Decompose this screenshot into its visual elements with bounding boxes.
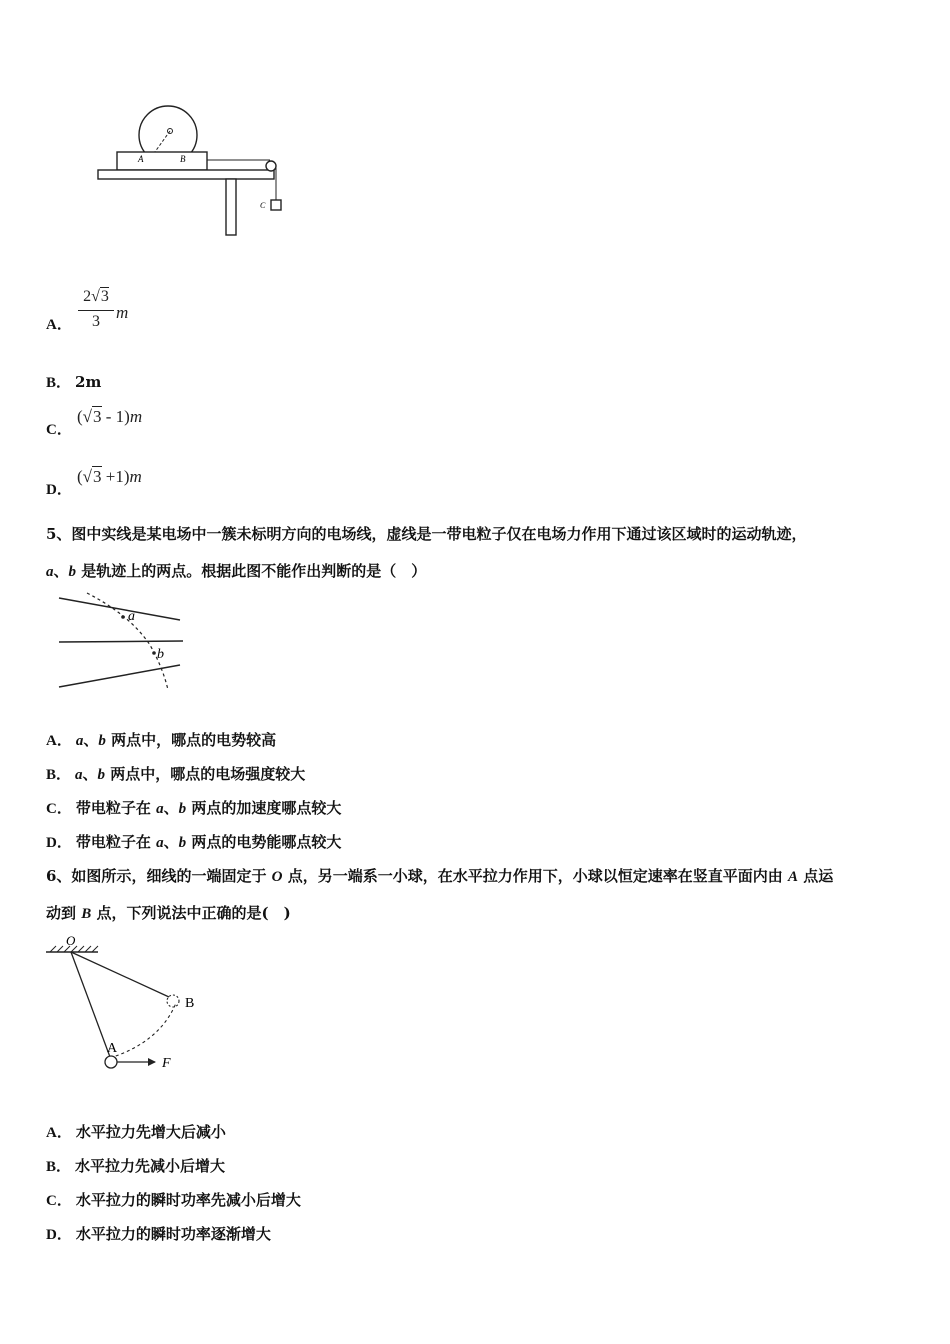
q4-figure — [90, 100, 300, 245]
option-label: C． — [46, 422, 72, 438]
ball-a — [105, 1056, 117, 1068]
q6-option-b: B． 水平拉力先减小后增大 — [46, 1157, 226, 1175]
point-a-label: A — [107, 1041, 118, 1056]
q4-option-d — [46, 478, 76, 499]
option-label: A． — [46, 317, 72, 333]
point-a-label: a — [128, 609, 135, 624]
q6-option-a: A． 水平拉力先增大后减小 — [46, 1123, 226, 1141]
hanging-mass — [271, 200, 281, 210]
option-text: 2m — [75, 373, 102, 391]
frac-radicand: 3 — [100, 288, 109, 305]
field-line-top — [59, 598, 180, 620]
q4-option-a — [46, 313, 76, 334]
q5-option-a: A． a、b 两点中，哪点的电势较高 — [46, 731, 277, 749]
point-b-label: B — [185, 996, 195, 1011]
q4-option-d-expr: (√3 +1)m — [77, 467, 142, 486]
q5-option-d: D． 带电粒子在 a、b 两点的电势能哪点较大 — [46, 833, 342, 851]
q4-option-a-unit: m — [116, 303, 129, 322]
q6-stem-line2: 动到 B 点，下列说法中正确的是( ) — [46, 904, 291, 922]
force-label: F — [162, 1056, 171, 1071]
table-top — [98, 170, 274, 179]
q5-figure — [55, 590, 190, 695]
block-label-a: A — [138, 154, 144, 164]
block — [117, 152, 207, 170]
q5-option-b: B． a、b 两点中，哪点的电场强度较大 — [46, 765, 306, 783]
pulley — [266, 161, 276, 171]
option-label: D． — [46, 482, 72, 498]
frac-coef: 2 — [83, 288, 92, 305]
q4-option-c — [46, 418, 76, 439]
frac-denominator: 3 — [92, 313, 100, 330]
table-leg — [226, 179, 236, 235]
q5-option-c: C． 带电粒子在 a、b 两点的加速度哪点较大 — [46, 799, 342, 817]
q5-stem-line1: 5、图中实线是某电场中一簇未标明方向的电场线，虚线是一带电粒子仅在电场力作用下通过该区域时的运动轨迹， — [46, 525, 807, 543]
q4-option-c-expr: (√3 - 1)m — [77, 407, 143, 426]
block-label-b: B — [180, 154, 186, 164]
field-line-middle — [59, 641, 183, 642]
q5-stem-line2: a、b 是轨迹上的两点。根据此图不能作出判断的是（ ） — [46, 562, 427, 580]
q4-option-a-fraction: 2√3 3 — [78, 288, 114, 331]
mass-label: C — [260, 201, 266, 210]
option-label: B． — [46, 375, 72, 391]
q6-figure — [40, 930, 210, 1075]
point-b-label: b — [157, 647, 164, 662]
q6-option-c: C． 水平拉力的瞬时功率先减小后增大 — [46, 1191, 301, 1209]
q6-stem-line1: 6、如图所示，细线的一端固定于 O 点，另一端系一小球，在水平拉力作用下，小球以恒定速率在竖直平面内由 A 点运 — [46, 867, 834, 885]
arc-path — [110, 1003, 176, 1058]
q6-option-d: D． 水平拉力的瞬时功率逐渐增大 — [46, 1225, 271, 1243]
q4-option-b — [46, 371, 101, 392]
point-o-label: O — [66, 933, 76, 948]
